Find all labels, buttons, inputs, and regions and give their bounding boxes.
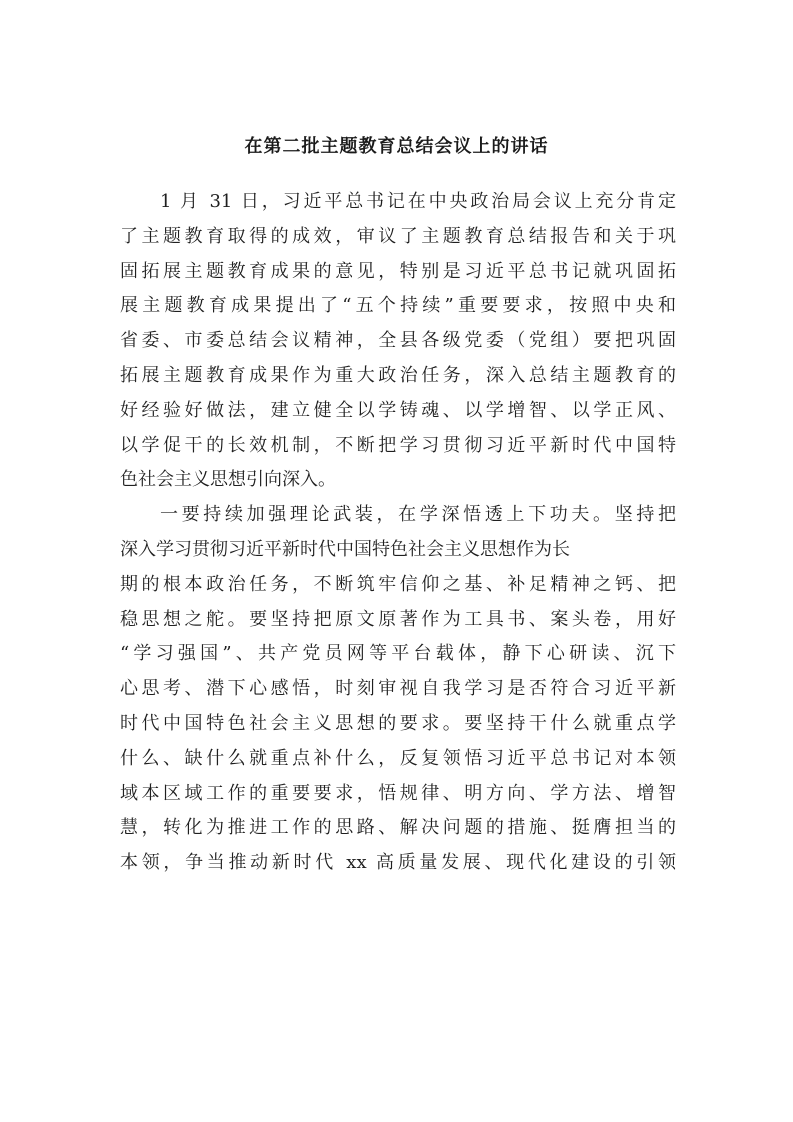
paragraph-line: 省委、市委总结会议精神，全县各级党委（党组）要把巩固 xyxy=(120,330,676,352)
document-body xyxy=(120,185,676,881)
document-title: 在第二批主题教育总结会议上的讲话 xyxy=(244,136,549,157)
paragraph-1 xyxy=(120,185,676,498)
paragraph-line: “学习强国”、共产党员网等平台载体，静下心研读、沉下 xyxy=(120,643,676,665)
paragraph-line: 固拓展主题教育成果的意见，特别是习近平总书记就巩固拓 xyxy=(120,260,676,282)
paragraph-line: 1 月 31 日，习近平总书记在中央政治局会议上充分肯定 xyxy=(160,191,676,212)
paragraph-line: 本领，争当推动新时代 xx 高质量发展、现代化建设的引领 xyxy=(120,852,676,874)
paragraph-line: 期的根本政治任务，不断筑牢信仰之基、补足精神之钙、把 xyxy=(120,573,676,595)
paragraph-line: 一要持续加强理论武装，在学深悟透上下功夫。坚持把 xyxy=(160,504,676,526)
paragraph-line: 心思考、潜下心感悟，时刻审视自我学习是否符合习近平新 xyxy=(120,678,676,700)
paragraph-line: 慧，转化为推进工作的思路、解决问题的措施、挺膺担当的 xyxy=(120,817,676,839)
paragraph-line: 时代中国特色社会主义思想的要求。要坚持干什么就重点学 xyxy=(120,712,676,734)
paragraph-line: 域本区域工作的重要要求，悟规律、明方向、学方法、增智 xyxy=(120,782,676,804)
paragraph-line: 拓展主题教育成果作为重大政治任务，深入总结主题教育的 xyxy=(120,364,676,386)
paragraph-line: 展主题教育成果提出了“五个持续”重要要求，按照中央和 xyxy=(120,295,676,317)
paragraph-line: 色社会主义思想引向深入。 xyxy=(120,469,336,491)
paragraph-line: 什么、缺什么就重点补什么，反复领悟习近平总书记对本领 xyxy=(120,747,676,769)
paragraph-line: 稳思想之舵。要坚持把原文原著作为工具书、案头卷，用好 xyxy=(120,608,676,630)
paragraph-line: 了主题教育取得的成效，审议了主题教育总结报告和关于巩 xyxy=(120,225,676,247)
paragraph-line: 深入学习贯彻习近平新时代中国特色社会主义思想作为长 xyxy=(120,538,570,560)
paragraph-line: 好经验好做法，建立健全以学铸魂、以学增智、以学正风、 xyxy=(120,399,676,421)
paragraph-2 xyxy=(120,498,676,881)
paragraph-line: 以学促干的长效机制，不断把学习贯彻习近平新时代中国特 xyxy=(120,434,676,456)
